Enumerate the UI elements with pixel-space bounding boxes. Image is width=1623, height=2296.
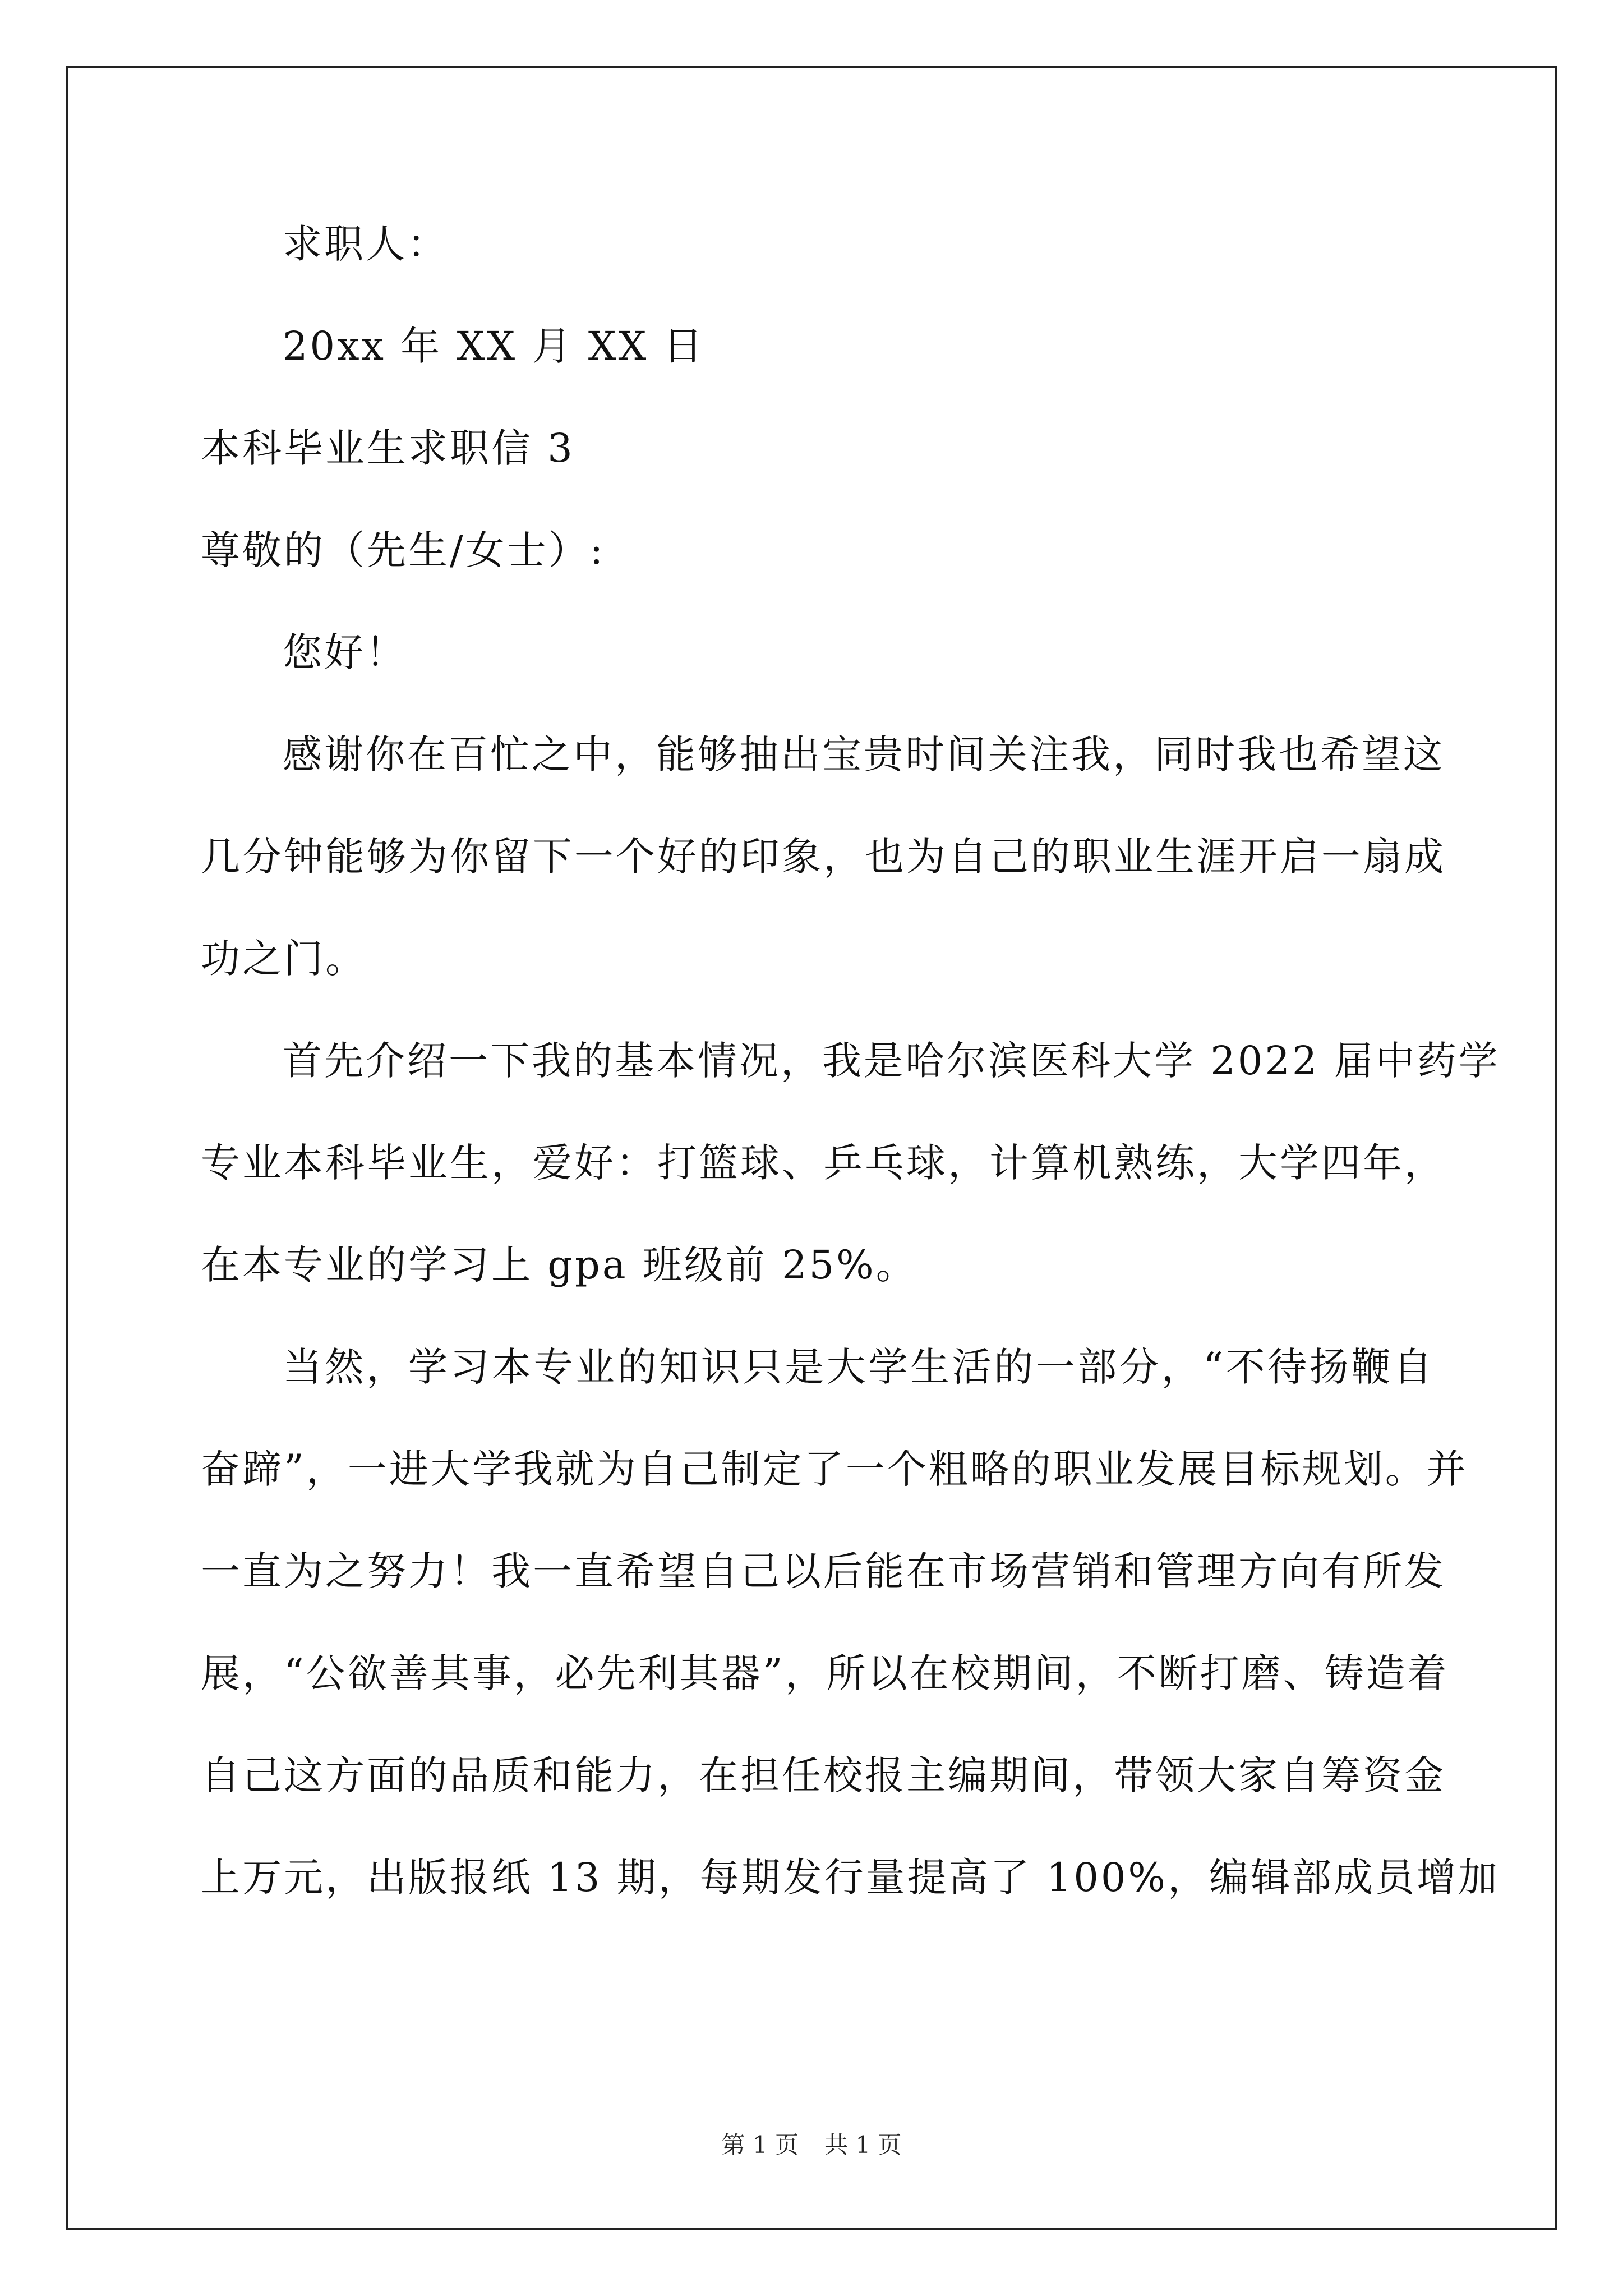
paragraph-line: 专业本科毕业生，爱好：打篮球、乒乓球，计算机熟练，大学四年，: [201, 1140, 1446, 1186]
paragraph-line: 几分钟能够为你留下一个好的印象，也为自己的职业生涯开启一扇成: [201, 834, 1446, 880]
salutation: 尊敬的（先生/女士）:: [201, 527, 606, 573]
paragraph-line: 一直为之努力！我一直希望自己以后能在市场营销和管理方向有所发: [201, 1548, 1446, 1594]
greeting: 您好！: [283, 629, 407, 675]
paragraph-line: 自己这方面的品质和能力，在担任校报主编期间，带领大家自筹资金: [201, 1752, 1446, 1798]
paragraph-line: 在本专业的学习上 gpa 班级前 25%。: [201, 1242, 917, 1288]
page-total: 共 1 页: [824, 2131, 902, 2159]
letter-title: 本科毕业生求职信 3: [201, 425, 575, 471]
paragraph-line: 当然，学习本专业的知识只是大学生活的一部分，“不待扬鞭自: [283, 1344, 1435, 1390]
page-number: 第 1 页: [721, 2131, 799, 2159]
paragraph-line: 功之门。: [201, 936, 367, 982]
letter-date: 20xx 年 XX 月 XX 日: [283, 323, 705, 369]
paragraph-line: 感谢你在百忙之中，能够抽出宝贵时间关注我，同时我也希望这: [283, 731, 1445, 777]
paragraph-line: 展，“公欲善其事，必先利其器”，所以在校期间，不断打磨、铸造着: [201, 1650, 1449, 1696]
paragraph-line: 首先介绍一下我的基本情况，我是哈尔滨医科大学 2022 届中药学: [283, 1038, 1500, 1084]
paragraph-line: 上万元，出版报纸 13 期，每期发行量提高了 100%，编辑部成员增加: [201, 1855, 1500, 1901]
paragraph-line: 奋蹄”，一进大学我就为自己制定了一个粗略的职业发展目标规划。并: [201, 1446, 1468, 1492]
page-footer: [0, 2129, 1623, 2161]
signature-label: 求职人：: [283, 221, 449, 267]
